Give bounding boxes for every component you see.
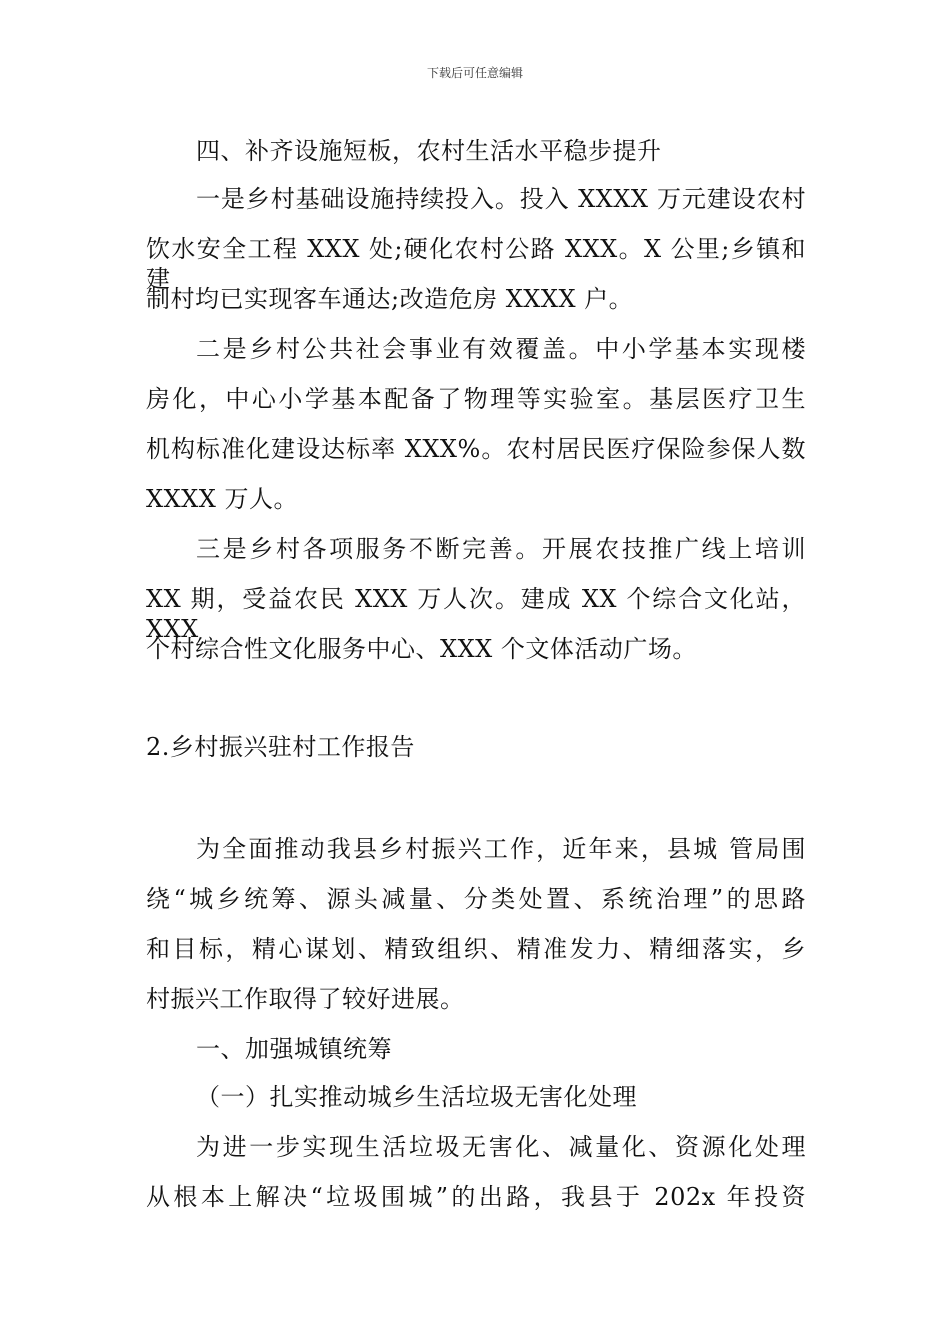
body-line: 为全面推动我县乡村振兴工作，近年来，县城 管局围: [196, 835, 806, 863]
body-line: 村振兴工作取得了较好进展。: [146, 985, 465, 1013]
subsection-heading: （一）扎实推动城乡生活垃圾无害化处理: [196, 1083, 637, 1111]
section-heading: 四、补齐设施短板，农村生活水平稳步提升: [196, 137, 662, 165]
body-line: 制村均已实现客车通达;改造危房 XXXX 户。: [146, 285, 634, 313]
section-heading: 一、加强城镇统筹: [196, 1035, 392, 1063]
body-line: 房化，中心小学基本配备了物理等实验室。基层医疗卫生: [146, 385, 806, 413]
page-header: 下载后可任意编辑: [426, 66, 523, 80]
body-line: XX 期，受益农民 XXX 万人次。建成 XX 个综合文化站，XXX: [146, 585, 806, 643]
body-line: 机构标准化建设达标率 XXX%。农村居民医疗保险参保人数: [146, 435, 806, 463]
body-line: 绕“城乡统筹、源头减量、分类处置、系统治理”的思路: [146, 885, 806, 913]
body-line: 个村综合性文化服务中心、XXX 个文体活动广场。: [146, 635, 697, 663]
body-line: 从根本上解决“垃圾围城”的出路，我县于 202x 年投资: [146, 1183, 806, 1211]
report-title: 2.乡村振兴驻村工作报告: [146, 733, 415, 761]
body-line: 一是乡村基础设施持续投入。投入 XXXX 万元建设农村: [196, 185, 806, 213]
body-line: 为进一步实现生活垃圾无害化、减量化、资源化处理: [196, 1133, 806, 1161]
body-line: 二是乡村公共社会事业有效覆盖。中小学基本实现楼: [196, 335, 806, 363]
body-line: 和目标，精心谋划、精致组织、精准发力、精细落实，乡: [146, 935, 806, 963]
body-line: 三是乡村各项服务不断完善。开展农技推广线上培训: [196, 535, 806, 563]
body-line: XXXX 万人。: [146, 485, 298, 513]
body-line: 饮水安全工程 XXX 处;硬化农村公路 XXX。X 公里;乡镇和建: [146, 235, 806, 293]
